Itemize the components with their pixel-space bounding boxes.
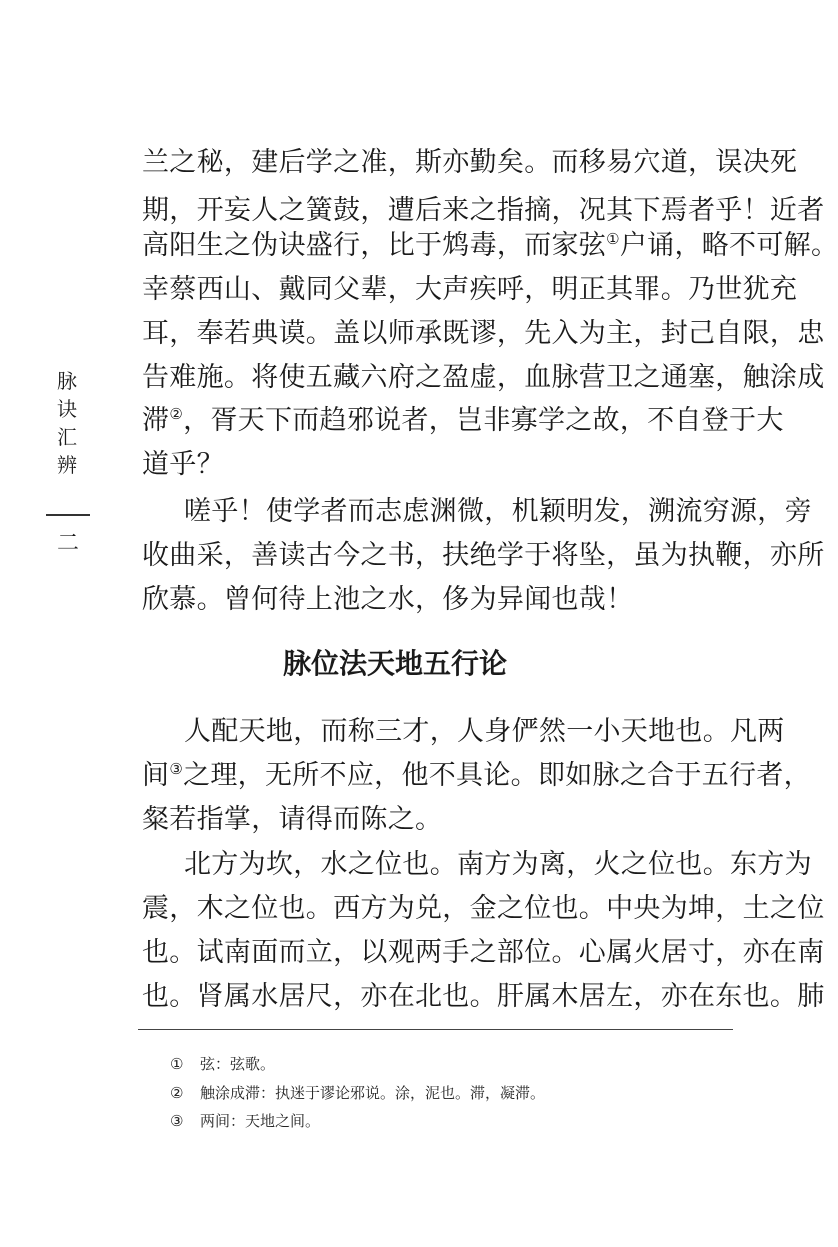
text-fragment: ，胥天下而趋邪说者，岂非寡学之故，不自登于大 (183, 405, 784, 436)
text-line: 幸蔡西山、戴同父辈，大声疾呼，明正其罪。乃世犹充 (142, 274, 798, 305)
running-title-char: 辨 (57, 453, 77, 477)
text-fragment: 滞 (142, 405, 170, 436)
footnote-text: 两间：天地之间。 (200, 1112, 321, 1130)
text-fragment: 间 (142, 760, 170, 791)
footnote-mark: ② (169, 405, 184, 423)
footnote-number: ③ (170, 1112, 184, 1130)
running-title-char: 脉 (57, 369, 77, 393)
footnote (170, 1110, 320, 1132)
running-title-rule (46, 514, 90, 516)
text-line: 收曲采，善读古今之书，扶绝学于将坠，虽为执鞭，亦所 (142, 540, 825, 571)
footnote (170, 1082, 545, 1104)
text-line (142, 226, 838, 266)
text-line (142, 756, 811, 796)
text-fragment: 之理，无所不应，他不具论。即如脉之合于五行者， (183, 760, 811, 791)
section-heading: 脉位法天地五行论 (282, 647, 507, 680)
text-line: 震，木之位也。西方为兑，金之位也。中央为坤，土之位 (142, 893, 825, 924)
text-line: 道乎？ (142, 449, 224, 480)
text-line: 北方为坎，水之位也。南方为离，火之位也。东方为 (184, 849, 812, 880)
page-number: 二 (56, 531, 79, 556)
text-line: 也。试南面而立，以观两手之部位。心属火居寸，亦在南 (142, 937, 825, 968)
text-line: 也。肾属水居尺，亦在北也。肝属木居左，亦在东也。肺 (142, 981, 825, 1012)
text-line: 兰之秘，建后学之准，斯亦勤矣。而移易穴道，误决死 (142, 147, 798, 178)
footnote-mark: ① (606, 230, 620, 248)
text-line: 欣慕。曾何待上池之水，侈为异闻也哉！ (142, 584, 634, 615)
text-fragment: 户诵，略不可解。 (619, 230, 838, 261)
text-line: 告难施。将使五藏六府之盈虚，血脉营卫之通塞，触涂成 (142, 362, 825, 393)
footnote-mark: ③ (169, 760, 184, 778)
text-line: 人配天地，而称三才，人身俨然一小天地也。凡两 (184, 716, 785, 747)
footnote (170, 1053, 275, 1075)
footnote-text: 触涂成滞：执迷于谬论邪说。涂，泥也。滞，凝滞。 (200, 1084, 546, 1102)
footnote-divider (138, 1029, 733, 1030)
text-line (142, 401, 784, 441)
text-line: 嗟乎！使学者而志虑渊微，机颖明发，溯流穷源，旁 (184, 496, 812, 527)
running-title-char: 诀 (57, 397, 77, 421)
running-title (55, 367, 79, 479)
footnote-number: ② (170, 1084, 184, 1102)
running-title-char: 汇 (57, 425, 77, 449)
text-line: 粲若指掌，请得而陈之。 (142, 804, 443, 835)
text-fragment: 高阳生之伪诀盛行，比于鸩毒，而家弦 (142, 230, 607, 261)
text-line: 耳，奉若典谟。盖以师承既谬，先入为主，封己自限，忠 (142, 318, 825, 349)
text-line: 期，开妄人之簧鼓，遭后来之指摘，况其下焉者乎！近者 (142, 195, 825, 226)
footnote-number: ① (170, 1055, 184, 1073)
footnote-text: 弦：弦歌。 (200, 1055, 276, 1073)
